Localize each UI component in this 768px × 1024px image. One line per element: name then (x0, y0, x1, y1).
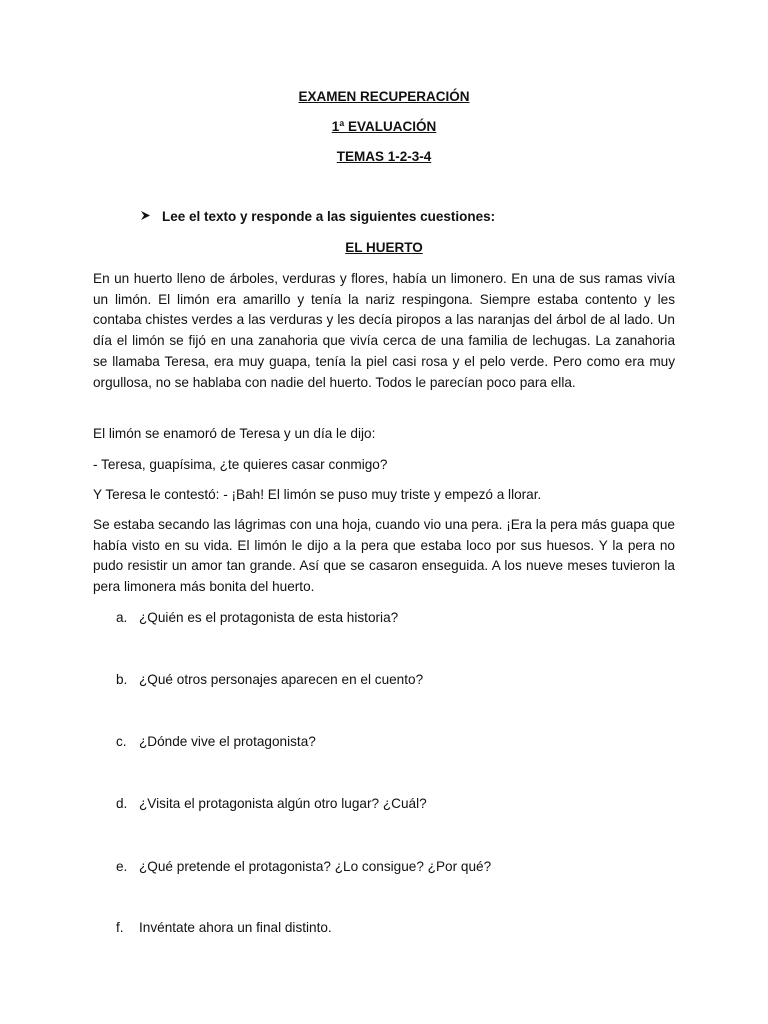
question-text: ¿Quién es el protagonista de esta historia? (139, 610, 399, 625)
evaluation-title: 1ª EVALUACIÓN (331, 119, 437, 134)
question-text: ¿Dónde vive el protagonista? (139, 734, 316, 749)
question-f (116, 918, 332, 938)
instruction (140, 208, 495, 226)
arrow-bullet-icon (140, 208, 152, 226)
question-letter: b. (116, 672, 128, 687)
question-letter: e. (116, 859, 128, 874)
story-paragraph-2: Se estaba secando las lágrimas con una hoja, cuando vio una pera. ¡Era la pera más guapa que había visto en su vida. El limón le dijo a la pera que estaba loco por sus huesos. Y la pera no pudo resistir un amor tan grande. Así que se casaron enseguida. A los nueve meses tuvieron la pera limonera más bonita del huerto. (93, 517, 675, 595)
story-line-2: - Teresa, guapísima, ¿te quieres casar conmigo? (93, 457, 388, 472)
question-text: ¿Qué pretende el protagonista? ¿Lo consigue? ¿Por qué? (139, 859, 492, 874)
question-letter: f. (116, 920, 124, 935)
question-text: ¿Qué otros personajes aparecen en el cuento? (139, 672, 424, 687)
instruction-text: Lee el texto y responde a las siguientes cuestiones: (162, 209, 496, 224)
question-letter: c. (116, 734, 127, 749)
question-e (116, 857, 491, 877)
story-line-3: Y Teresa le contestó: - ¡Bah! El limón se puso muy triste y empezó a llorar. (93, 487, 542, 502)
question-a (116, 608, 398, 628)
story-line-1: El limón se enamoró de Teresa y un día le dijo: (93, 426, 376, 441)
question-text: ¿Visita el protagonista algún otro lugar? ¿Cuál? (139, 796, 427, 811)
exam-title: EXAMEN RECUPERACIÓN (298, 89, 470, 104)
story-title: EL HUERTO (345, 240, 423, 255)
question-d (116, 794, 427, 814)
question-text: Invéntate ahora un final distinto. (139, 920, 332, 935)
story-paragraph-1: En un huerto lleno de árboles, verduras y flores, había un limonero. En una de sus ramas vivía un limón. El limón era amarillo y tenía la nariz respingona. Siempre estaba contento y les contaba chistes verdes a las verduras y les decía piropos a las naranjas del árbol de al lado. Un día el limón se fijó en una zanahoria que vivía cerca de una familia de lechugas. La zanahoria se llamaba Teresa, era muy guapa, tenía la piel casi rosa y el pelo verde. Pero como era muy orgullosa, no se hablaba con nadie del huerto. Todos le parecían poco para ella. (93, 271, 675, 390)
question-c (116, 732, 316, 752)
question-letter: a. (116, 610, 128, 625)
question-b (116, 670, 423, 690)
topics-title: TEMAS 1-2-3-4 (336, 149, 432, 164)
question-letter: d. (116, 796, 128, 811)
